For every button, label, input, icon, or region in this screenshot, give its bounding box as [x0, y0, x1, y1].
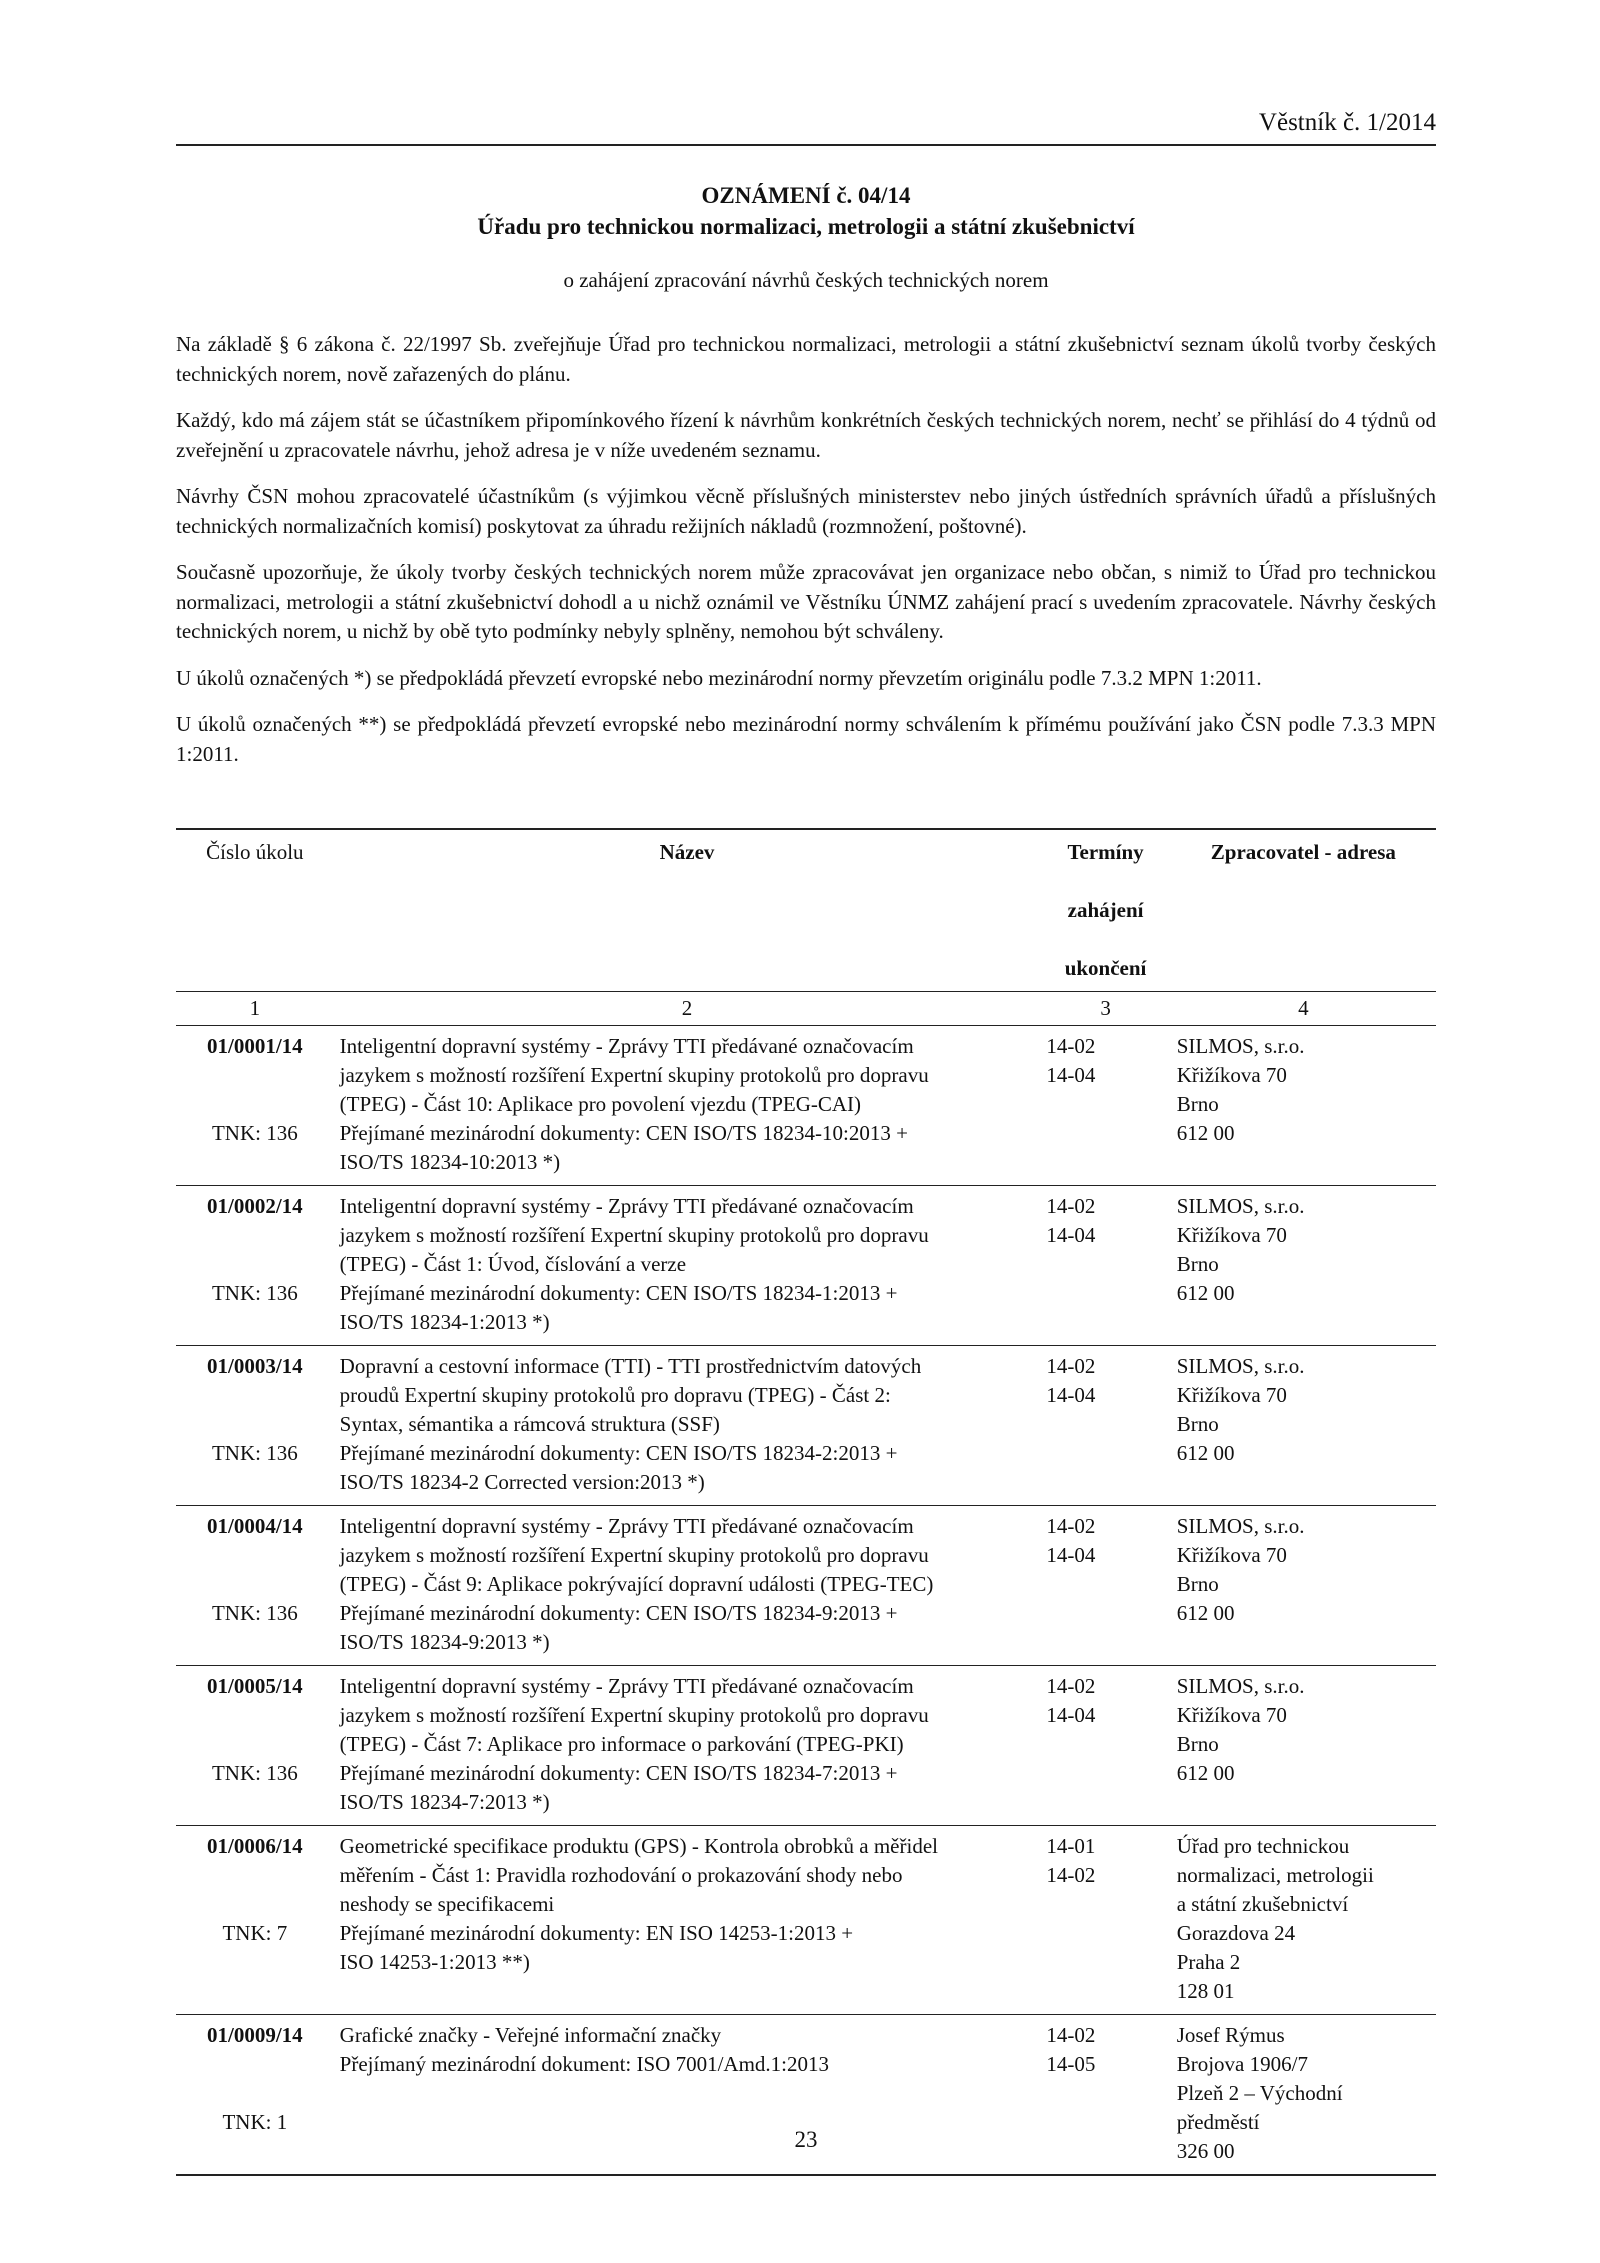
address-line: normalizaci, metrologii: [1176, 1863, 1374, 1887]
processor-address-cell: [1171, 1346, 1436, 1506]
start-term: 14-02: [1046, 1034, 1096, 1058]
address-line: SILMOS, s.r.o.: [1176, 1674, 1305, 1698]
tnk-number: TNK: 136: [211, 1441, 298, 1465]
end-term: 14-05: [1046, 2052, 1096, 2076]
address-line: 612 00: [1176, 1441, 1235, 1465]
start-term: 14-02: [1046, 1354, 1096, 1378]
task-name-line: Grafické značky - Veřejné informační značky: [339, 2023, 722, 2047]
task-name-line: jazykem s možností rozšíření Expertní skupiny protokolů pro dopravu: [339, 1063, 929, 1087]
address-line: 612 00: [1176, 1601, 1235, 1625]
task-name-cell: [334, 1826, 1041, 2015]
header-terms: [1040, 829, 1170, 992]
address-line: 612 00: [1176, 1761, 1235, 1785]
address-line: 326 00: [1176, 2139, 1235, 2163]
start-term: 14-02: [1046, 1194, 1096, 1218]
header-processor: Zpracovatel - adresa: [1171, 829, 1436, 992]
task-name-line: Inteligentní dopravní systémy - Zprávy TTI předávané označovacím: [339, 1194, 914, 1218]
column-number-row: [176, 992, 1436, 1026]
processor-address-cell: [1171, 1506, 1436, 1666]
task-name-line: Přejímané mezinárodní dokumenty: CEN ISO/TS 18234-1:2013 +: [339, 1281, 898, 1305]
address-line: Křižíkova 70: [1176, 1383, 1287, 1407]
end-term: 14-04: [1046, 1383, 1096, 1407]
address-line: Křižíkova 70: [1176, 1703, 1287, 1727]
address-line: Křižíkova 70: [1176, 1063, 1287, 1087]
tnk-number: TNK: 136: [211, 1601, 298, 1625]
task-terms-cell: [1040, 1666, 1170, 1826]
task-number-cell: [176, 1666, 334, 1826]
task-number-cell: [176, 1186, 334, 1346]
table-row: [176, 1026, 1436, 1186]
task-number: 01/0006/14: [206, 1834, 303, 1858]
task-number: 01/0001/14: [206, 1034, 303, 1058]
task-number-cell: [176, 1026, 334, 1186]
task-number-cell: [176, 1506, 334, 1666]
end-term: 14-04: [1046, 1223, 1096, 1247]
task-name-cell: [334, 1346, 1041, 1506]
end-term: 14-04: [1046, 1703, 1096, 1727]
task-number: 01/0003/14: [206, 1354, 303, 1378]
start-term: 14-02: [1046, 1674, 1096, 1698]
task-name-cell: [334, 1666, 1041, 1826]
tnk-number: TNK: 136: [211, 1281, 298, 1305]
column-number: 1: [176, 992, 334, 1026]
paragraph-conditions: Současně upozorňuje, že úkoly tvorby českých technických norem může zpracovávat jen organizace nebo občan, s nimiž to Úřad pro technickou normalizaci, metrologii a státní zkušebnictví dohodl a u nichž oznámil ve Věstníku ÚNMZ zahájení prací s uvedením zpracovatele. Návrhy českých technických norem, u nichž by obě tyto podmínky nebyly splněny, nemohou být schváleny.: [176, 560, 1436, 643]
processor-address-cell: [1171, 1186, 1436, 1346]
task-name-cell: [334, 1026, 1041, 1186]
paragraph-participation: Každý, kdo má zájem stát se účastníkem připomínkového řízení k návrhům konkrétních českých technických norem, nechť se přihlásí do 4 týdnů od zveřejnění u zpracovatele návrhu, jehož adresa je v níže uvedeném seznamu.: [176, 408, 1436, 462]
table-row: [176, 1666, 1436, 1826]
task-terms-cell: [1040, 1826, 1170, 2015]
issuing-authority: Úřadu pro technickou normalizaci, metrologii a státní zkušebnictví: [477, 214, 1135, 239]
task-name-line: jazykem s možností rozšíření Expertní skupiny protokolů pro dopravu: [339, 1223, 929, 1247]
address-line: 612 00: [1176, 1281, 1235, 1305]
address-line: a státní zkušebnictví: [1176, 1892, 1349, 1916]
task-name-line: proudů Expertní skupiny protokolů pro dopravu (TPEG) - Část 2:: [339, 1383, 891, 1407]
address-line: Brno: [1176, 1732, 1219, 1756]
processor-address-cell: [1171, 1826, 1436, 2015]
address-line: Praha 2: [1176, 1950, 1241, 1974]
header-task-number: Číslo úkolu: [176, 829, 334, 992]
address-line: Křižíkova 70: [1176, 1543, 1287, 1567]
task-name-line: Přejímané mezinárodní dokumenty: CEN ISO/TS 18234-9:2013 +: [339, 1601, 898, 1625]
task-name-line: (TPEG) - Část 1: Úvod, číslování a verze: [339, 1252, 687, 1276]
task-name-line: Inteligentní dopravní systémy - Zprávy TTI předávané označovacím: [339, 1514, 914, 1538]
task-name-line: Přejímané mezinárodní dokumenty: CEN ISO/TS 18234-10:2013 +: [339, 1121, 908, 1145]
task-number-cell: [176, 1826, 334, 2015]
task-name-line: ISO/TS 18234-9:2013 *): [339, 1630, 550, 1654]
task-number: 01/0002/14: [206, 1194, 303, 1218]
table-header-row: [176, 829, 1436, 992]
end-term: 14-02: [1046, 1863, 1096, 1887]
task-name-line: jazykem s možností rozšíření Expertní skupiny protokolů pro dopravu: [339, 1543, 929, 1567]
task-name-line: neshody se specifikacemi: [339, 1892, 555, 1916]
announcement-subject: o zahájení zpracování návrhů českých technických norem: [563, 268, 1049, 292]
task-table: [176, 828, 1436, 2176]
task-name-line: Přejímaný mezinárodní dokument: ISO 7001/Amd.1:2013: [339, 2052, 830, 2076]
processor-address-cell: [1171, 1026, 1436, 1186]
task-name-line: měřením - Část 1: Pravidla rozhodování o prokazování shody nebo: [339, 1863, 903, 1887]
start-term: 14-02: [1046, 2023, 1096, 2047]
task-name-line: ISO/TS 18234-10:2013 *): [339, 1150, 561, 1174]
address-line: Josef Rýmus: [1176, 2023, 1285, 2047]
task-name-line: Geometrické specifikace produktu (GPS) - Kontrola obrobků a měřidel: [339, 1834, 938, 1858]
paragraph-single-asterisk: U úkolů označených *) se předpokládá převzetí evropské nebo mezinárodní normy převzetím originálu podle 7.3.2 MPN 1:2011.: [176, 665, 1262, 690]
task-rows: [176, 1026, 1436, 2176]
address-line: Brno: [1176, 1572, 1219, 1596]
address-line: SILMOS, s.r.o.: [1176, 1194, 1305, 1218]
task-name-line: ISO/TS 18234-7:2013 *): [339, 1790, 550, 1814]
task-name-line: Inteligentní dopravní systémy - Zprávy TTI předávané označovacím: [339, 1674, 914, 1698]
task-name-line: (TPEG) - Část 7: Aplikace pro informace o parkování (TPEG-PKI): [339, 1732, 904, 1756]
task-number: 01/0005/14: [206, 1674, 303, 1698]
task-name-line: ISO/TS 18234-2 Corrected version:2013 *): [339, 1470, 705, 1494]
table-row: [176, 1506, 1436, 1666]
header-rule: [176, 144, 1436, 146]
page-number: 23: [794, 2127, 818, 2152]
start-term: 14-02: [1046, 1514, 1096, 1538]
processor-address-cell: [1171, 1666, 1436, 1826]
address-line: předměstí: [1176, 2110, 1260, 2134]
table-row: [176, 1346, 1436, 1506]
task-name-line: jazykem s možností rozšíření Expertní skupiny protokolů pro dopravu: [339, 1703, 929, 1727]
table-row: [176, 1826, 1436, 2015]
end-term: 14-04: [1046, 1543, 1096, 1567]
task-name-line: (TPEG) - Část 9: Aplikace pokrývající dopravní události (TPEG-TEC): [339, 1572, 934, 1596]
column-number: 4: [1171, 992, 1436, 1026]
address-line: SILMOS, s.r.o.: [1176, 1354, 1305, 1378]
task-name-cell: [334, 1506, 1041, 1666]
tnk-number: TNK: 1: [222, 2110, 288, 2134]
title-block: [176, 180, 1436, 294]
column-number: 2: [334, 992, 1041, 1026]
tnk-number: TNK: 136: [211, 1761, 298, 1785]
address-line: 612 00: [1176, 1121, 1235, 1145]
address-line: Gorazdova 24: [1176, 1921, 1296, 1945]
task-number: 01/0009/14: [206, 2023, 303, 2047]
tnk-number: TNK: 136: [211, 1121, 298, 1145]
paragraph-legal-basis: Na základě § 6 zákona č. 22/1997 Sb. zveřejňuje Úřad pro technickou normalizaci, metrologii a státní zkušebnictví seznam úkolů tvorby českých technických norem, nově zařazených do plánu.: [176, 332, 1436, 386]
address-line: Brno: [1176, 1412, 1219, 1436]
start-term: 14-01: [1046, 1834, 1096, 1858]
tnk-number: TNK: 7: [222, 1921, 288, 1945]
task-name-line: Přejímané mezinárodní dokumenty: EN ISO 14253-1:2013 +: [339, 1921, 854, 1945]
running-header: Věstník č. 1/2014: [1258, 109, 1436, 136]
task-name-line: (TPEG) - Část 10: Aplikace pro povolení vjezdu (TPEG-CAI): [339, 1092, 862, 1116]
paragraph-double-asterisk: U úkolů označených **) se předpokládá převzetí evropské nebo mezinárodní normy schválením k přímému používání jako ČSN podle 7.3.3 MPN 1:2011.: [176, 712, 1436, 766]
task-name-line: Syntax, sémantika a rámcová struktura (SSF): [339, 1412, 720, 1436]
table-row: [176, 1186, 1436, 1346]
task-terms-cell: [1040, 1346, 1170, 1506]
paragraph-fees: Návrhy ČSN mohou zpracovatelé účastníkům (s výjimkou věcně příslušných ministerstev nebo jiných ústředních správních úřadů a příslušných technických normalizačních komisí) poskytovat za úhradu režijních nákladů (rozmnožení, poštovné).: [176, 484, 1436, 538]
task-terms-cell: [1040, 1506, 1170, 1666]
task-terms-cell: [1040, 1186, 1170, 1346]
body-text: [176, 330, 1436, 786]
column-number: 3: [1040, 992, 1170, 1026]
address-line: Křižíkova 70: [1176, 1223, 1287, 1247]
task-terms-cell: [1040, 1026, 1170, 1186]
header-terms-line: ukončení: [1064, 956, 1147, 980]
announcement-number: OZNÁMENÍ č. 04/14: [701, 183, 911, 208]
address-line: Brojova 1906/7: [1176, 2052, 1308, 2076]
task-name-line: Dopravní a cestovní informace (TTI) - TTI prostřednictvím datových: [339, 1354, 922, 1378]
task-name-line: Přejímané mezinárodní dokumenty: CEN ISO/TS 18234-7:2013 +: [339, 1761, 898, 1785]
task-name-line: ISO 14253-1:2013 **): [339, 1950, 530, 1974]
header-terms-line: Termíny: [1067, 840, 1144, 864]
task-number: 01/0004/14: [206, 1514, 303, 1538]
address-line: SILMOS, s.r.o.: [1176, 1514, 1305, 1538]
header-terms-line: zahájení: [1067, 898, 1144, 922]
task-name-cell: [334, 1186, 1041, 1346]
task-number-cell: [176, 1346, 334, 1506]
address-line: Plzeň 2 – Východní: [1176, 2081, 1343, 2105]
task-name-line: Přejímané mezinárodní dokumenty: CEN ISO/TS 18234-2:2013 +: [339, 1441, 898, 1465]
address-line: 128 01: [1176, 1979, 1235, 2003]
end-term: 14-04: [1046, 1063, 1096, 1087]
header-name: Název: [334, 829, 1041, 992]
task-name-line: ISO/TS 18234-1:2013 *): [339, 1310, 550, 1334]
address-line: Brno: [1176, 1252, 1219, 1276]
address-line: Brno: [1176, 1092, 1219, 1116]
task-name-line: Inteligentní dopravní systémy - Zprávy TTI předávané označovacím: [339, 1034, 914, 1058]
address-line: SILMOS, s.r.o.: [1176, 1034, 1305, 1058]
address-line: Úřad pro technickou: [1176, 1834, 1350, 1858]
